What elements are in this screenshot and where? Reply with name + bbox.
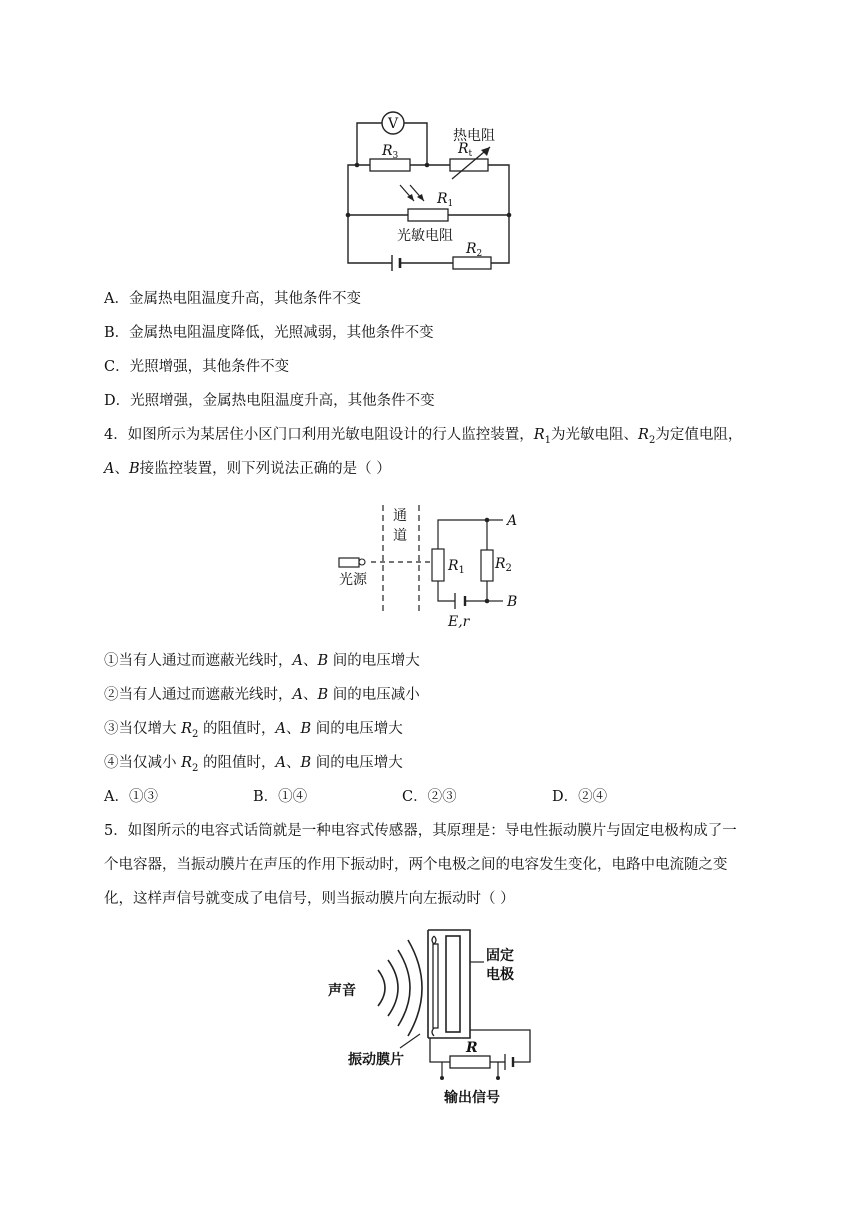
q5-stem-line-1: 5．如图所示的电容式话筒就是一种电容式传感器，其原理是：导电性振动膜片与固定电极构成了一 — [104, 823, 737, 839]
q3-option-c: C．光照增强，其他条件不变 — [104, 359, 290, 375]
q3-circuit-diagram — [340, 105, 530, 275]
battery-symbol — [455, 593, 465, 609]
fixed-electrode-label-1: 固定 — [486, 948, 514, 964]
fixed-electrode — [446, 936, 460, 1032]
q3-option-d: D．光照增强，金属热电阻温度升高，其他条件不变 — [104, 393, 435, 409]
resistor-r-label: R — [466, 1040, 478, 1056]
r1-photoresistor — [408, 209, 448, 221]
r1-label: $R_1$ — [437, 191, 454, 209]
r2-resistor — [481, 550, 493, 581]
q4-statement-3: ③当仅增大 $R_2$ 的阻值时，A、B 间的电压增大 — [104, 721, 403, 740]
q4-monitor-circuit-diagram — [335, 500, 535, 632]
r2-resistor — [453, 257, 491, 269]
voltmeter-label: V — [387, 116, 399, 132]
light-source-icon — [339, 558, 359, 567]
q4-statement-2: ②当有人通过而遮蔽光线时，A、B 间的电压减小 — [104, 687, 420, 703]
q3-option-b: B．金属热电阻温度降低，光照减弱，其他条件不变 — [104, 325, 434, 341]
r2-label: $R_2$ — [466, 241, 483, 259]
q4-option-a: A．①③ — [104, 789, 158, 805]
q4-statement-4: ④当仅减小 $R_2$ 的阻值时，A、B 间的电压增大 — [104, 755, 403, 774]
r1-photoresistor — [432, 549, 444, 581]
sound-wave-icon — [378, 940, 422, 1036]
rt-label: $R_t$ — [458, 141, 473, 159]
resistor-r — [450, 1056, 490, 1068]
thermistor-name: 热电阻 — [453, 128, 495, 144]
battery-symbol — [505, 1054, 513, 1070]
q4-stem-line-1: 4．如图所示为某居住小区门口利用光敏电阻设计的行人监控装置，$R_1$为光敏电阻、$R_2$为定值电阻， — [104, 427, 743, 446]
q4-stem-line-2: A、B接监控装置，则下列说法正确的是（ ） — [104, 461, 391, 477]
light-source-label: 光源 — [339, 572, 367, 588]
diaphragm-label: 振动膜片 — [348, 1052, 404, 1068]
q4-option-c: C．②③ — [402, 789, 457, 805]
output-signal-label: 输出信号 — [444, 1090, 500, 1106]
sound-label: 声音 — [328, 983, 356, 999]
q4-option-b: B．①④ — [253, 789, 308, 805]
q5-stem-line-2: 个电容器，当振动膜片在声压的作用下振动时，两个电极之间的电容发生变化，电路中电流随之变 — [104, 857, 728, 873]
q5-stem-line-3: 化，这样声信号就变成了电信号，则当振动膜片向左振动时（ ） — [104, 891, 515, 907]
r2-label: $R_2$ — [495, 556, 512, 574]
battery-label: E,r — [448, 614, 470, 630]
terminal-b-label: B — [507, 594, 518, 610]
r3-resistor — [370, 159, 410, 171]
q4-option-d: D．②④ — [552, 789, 608, 805]
battery-symbol — [392, 255, 400, 271]
channel-label-2: 道 — [393, 528, 407, 544]
fixed-electrode-label-2: 电极 — [486, 967, 514, 983]
diaphragm — [433, 944, 438, 1028]
q4-statement-1: ①当有人通过而遮蔽光线时，A、B 间的电压增大 — [104, 653, 420, 669]
terminal-a-label: A — [507, 513, 518, 529]
r1-label: $R_1$ — [448, 558, 465, 576]
channel-label-1: 通 — [393, 508, 407, 524]
photoresistor-name: 光敏电阻 — [397, 228, 453, 244]
q5-microphone-diagram — [320, 922, 550, 1107]
r3-label: $R_3$ — [382, 143, 399, 161]
q3-option-a: A．金属热电阻温度升高，其他条件不变 — [104, 291, 361, 307]
